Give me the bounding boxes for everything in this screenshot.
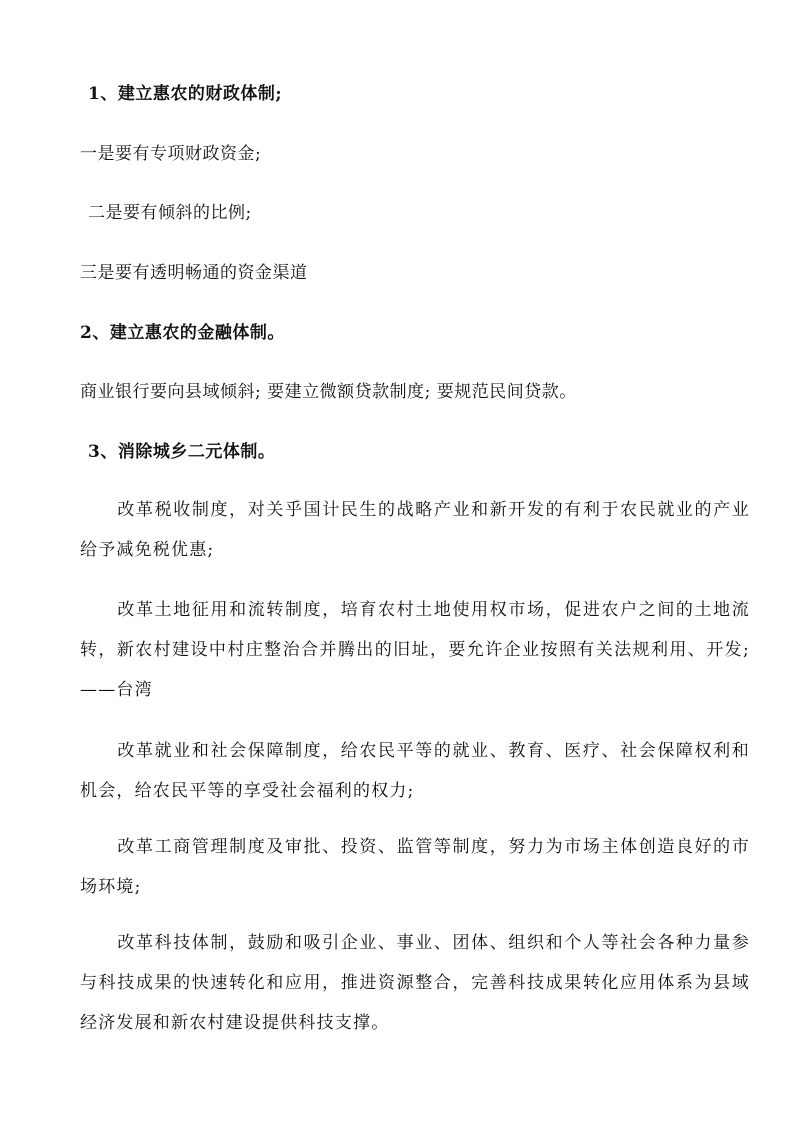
- paragraph-tech-reform: 改革科技体制，鼓励和吸引企业、事业、团体、组织和个人等社会各种力量参与科技成果的快速转化和应用，推进资源整合，完善科技成果转化应用体系为县域经济发展和新农村建设提供科技支撑。: [80, 933, 750, 1033]
- paragraph-employment-reform: 改革就业和社会保障制度，给农民平等的就业、教育、医疗、社会保障权利和机会，给农民平等的享受社会福利的权力;: [80, 741, 750, 801]
- heading-urban-rural: 3、消除城乡二元体制。: [88, 442, 276, 462]
- paragraph-commerce-reform: 改革工商管理制度及审批、投资、监管等制度，努力为市场主体创造良好的市场环境;: [80, 837, 750, 897]
- paragraph-land-reform: 改革土地征用和流转制度，培育农村土地使用权市场，促进农户之间的土地流转，新农村建设中村庄整治合并腾出的旧址，要允许企业按照有关法规利用、开发; ——台湾: [80, 600, 750, 700]
- finance-paragraph: 商业银行要向县域倾斜; 要建立微额贷款制度; 要规范民间贷款。: [80, 382, 577, 402]
- list-item-fiscal-1: 一是要有专项财政资金;: [80, 144, 262, 164]
- list-item-fiscal-2: 二是要有倾斜的比例;: [88, 203, 252, 223]
- list-item-fiscal-3: 三是要有透明畅通的资金渠道: [80, 263, 308, 283]
- heading-fiscal-system: 1、建立惠农的财政体制;: [88, 84, 283, 104]
- paragraph-tax-reform: 改革税收制度，对关乎国计民生的战略产业和新开发的有利于农民就业的产业给予减免税优惠;: [80, 500, 750, 560]
- heading-finance-system: 2、建立惠农的金融体制。: [80, 323, 285, 343]
